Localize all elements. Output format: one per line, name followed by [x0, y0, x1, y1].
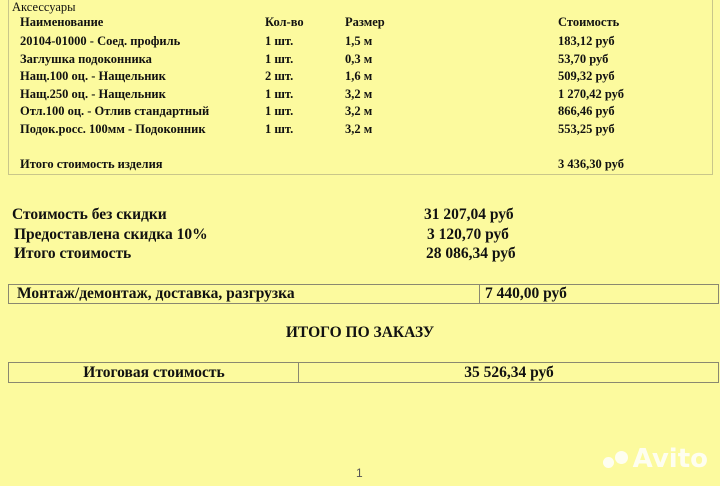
column-header: Размер: [345, 15, 385, 29]
column-header: Стоимость: [558, 15, 620, 29]
table-cell: 1 шт.: [265, 121, 294, 136]
services-value: 7 440,00 руб: [485, 285, 567, 302]
table-cell: 1,5 м: [345, 34, 373, 48]
table-cell: 2 шт.: [265, 69, 294, 83]
column-header: Наименование: [20, 15, 104, 29]
table-cell: Подок.росс. 100мм - Подоконник: [20, 121, 206, 136]
summary-label: Предоставлена скидка 10%: [14, 225, 208, 243]
table-cell: 509,32 руб: [558, 69, 615, 83]
table-cell: 3,2 м: [345, 104, 373, 118]
services-row: [8, 284, 719, 304]
summary-label: Стоимость без скидки: [12, 206, 167, 223]
table-cell: 3,2 м: [345, 86, 373, 101]
table-cell: Заглушка подоконника: [20, 51, 152, 66]
total-value: 3 436,30 руб: [558, 157, 624, 171]
table-cell: 20104-01000 - Соед. профиль: [20, 34, 181, 48]
table-cell: Нащ.250 оц. - Нащельник: [20, 86, 166, 101]
summary-value: 31 207,04 руб: [424, 206, 514, 223]
accessories-title: Аксессуары: [12, 0, 76, 14]
column-header: Кол-во: [265, 15, 304, 29]
table-cell: 1 шт.: [265, 104, 294, 118]
table-cell: 1 270,42 руб: [558, 86, 624, 101]
summary-value: 28 086,34 руб: [426, 245, 516, 262]
avito-text: Avito: [632, 444, 708, 474]
table-cell: 0,3 м: [345, 51, 373, 66]
final-label: Итоговая стоимость: [83, 364, 225, 381]
table-cell: 553,25 руб: [558, 121, 615, 136]
table-cell: Нащ.100 оц. - Нащельник: [20, 69, 166, 83]
avito-logo-icon: [603, 449, 629, 469]
final-row: [8, 362, 719, 383]
table-cell: 53,70 руб: [558, 51, 609, 66]
table-cell: 1 шт.: [265, 51, 294, 66]
summary-label: Итого стоимость: [14, 245, 132, 262]
total-label: Итого стоимость изделия: [20, 157, 163, 171]
avito-watermark: [603, 444, 708, 474]
order-title: ИТОГО ПО ЗАКАЗУ: [285, 324, 435, 341]
table-cell: 1 шт.: [265, 86, 294, 101]
table-cell: 866,46 руб: [558, 104, 615, 118]
page-number: 1: [356, 466, 363, 480]
table-cell: 1 шт.: [265, 34, 294, 48]
table-cell: 1,6 м: [345, 69, 373, 83]
final-value: 35 526,34 руб: [464, 364, 554, 381]
table-cell: 183,12 руб: [558, 34, 615, 48]
services-label: Монтаж/демонтаж, доставка, разгрузка: [17, 285, 295, 302]
table-cell: Отл.100 оц. - Отлив стандартный: [20, 104, 210, 118]
table-cell: 3,2 м: [345, 121, 373, 136]
summary-value: 3 120,70 руб: [427, 225, 509, 243]
